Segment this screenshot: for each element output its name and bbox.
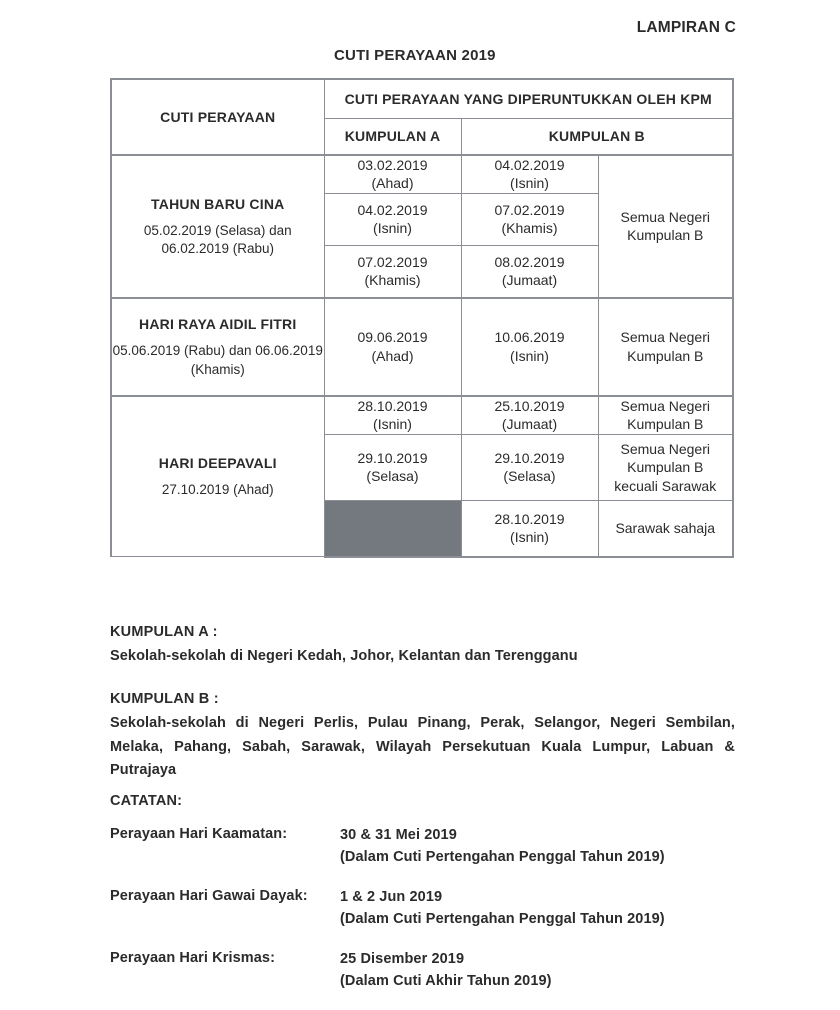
note-cell-hari-raya-aidil-fitri (598, 298, 733, 396)
catatan-label: Perayaan Hari Gawai Dayak: (110, 888, 308, 905)
date-kumpulan-b (461, 396, 598, 434)
date-day: (Isnin) (510, 529, 549, 546)
group-b-body: Sekolah-sekolah di Negeri Perlis, Pulau Pinang, Perak, Selangor, Negeri Sembilan, Melaka, Pahang, Sabah, Sarawak, Wilayah Persekutuan Kuala Lumpur, Labuan & Putrajaya (110, 715, 735, 779)
catatan-entry-kaamatan (110, 824, 750, 868)
date-kumpulan-a (324, 193, 461, 245)
date-value: 29.10.2019 (494, 449, 565, 466)
header-kumpulan-b: KUMPULAN B (461, 119, 733, 156)
header-cuti-diperuntukkan: CUTI PERAYAAN YANG DIPERUNTUKKAN OLEH KPM (324, 79, 733, 119)
catatan-value-main: 30 & 31 Mei 2019 (340, 827, 457, 843)
event-name: HARI RAYA AIDIL FITRI (139, 315, 297, 332)
table-row (111, 298, 733, 396)
group-a-body: Sekolah-sekolah di Negeri Kedah, Johor, Kelantan dan Terengganu (110, 648, 578, 664)
date-value: 29.10.2019 (357, 449, 428, 466)
catatan-value-sub: (Dalam Cuti Akhir Tahun 2019) (340, 973, 552, 990)
event-cell-hari-deepavali (111, 396, 324, 557)
note-text-line2: Kumpulan B (627, 347, 704, 364)
date-day: (Isnin) (510, 175, 549, 192)
note-text-line2: Kumpulan B (627, 416, 704, 433)
table-header-row-1 (111, 79, 733, 119)
date-day: (Jumaat) (501, 272, 558, 289)
date-value: 09.06.2019 (357, 329, 428, 346)
date-kumpulan-b (461, 245, 598, 298)
catatan-value (340, 886, 665, 930)
catatan-value (340, 824, 665, 868)
note-text-line1: Semua Negeri (620, 440, 710, 457)
group-a-title: KUMPULAN A : (110, 624, 218, 640)
event-cell-hari-raya-aidil-fitri (111, 298, 324, 396)
date-kumpulan-b (461, 155, 598, 193)
note-text-line1: Semua Negeri (620, 329, 710, 346)
catatan-section (110, 793, 750, 1010)
header-cuti-perayaan: CUTI PERAYAAN (111, 79, 324, 155)
catatan-label: Perayaan Hari Krismas: (110, 950, 276, 967)
note-text-line1: Semua Negeri (620, 397, 710, 414)
date-kumpulan-b (461, 193, 598, 245)
date-day: (Jumaat) (501, 416, 558, 433)
note-text-line3: kecuali Sarawak (614, 477, 717, 494)
date-kumpulan-b (461, 298, 598, 396)
note-cell-deepavali-row1 (598, 396, 733, 434)
event-cell-tahun-baru-cina (111, 155, 324, 298)
table-row (111, 155, 733, 193)
date-kumpulan-a (324, 396, 461, 434)
date-kumpulan-b (461, 434, 598, 500)
date-value: 08.02.2019 (494, 253, 565, 270)
note-text-line2: Kumpulan B (627, 459, 704, 476)
catatan-entry-krismas (110, 948, 750, 992)
date-value: 28.10.2019 (494, 510, 565, 527)
event-dates: 05.02.2019 (Selasa) dan 06.02.2019 (Rabu) (143, 222, 292, 257)
group-a-block (110, 624, 735, 668)
catatan-value-main: 25 Disember 2019 (340, 951, 465, 968)
lampiran-label: LAMPIRAN C (636, 19, 736, 36)
date-value: 10.06.2019 (494, 329, 565, 346)
date-day: (Isnin) (510, 347, 549, 364)
date-day: (Selasa) (503, 468, 556, 485)
date-value: 04.02.2019 (494, 157, 565, 173)
date-value: 07.02.2019 (357, 253, 428, 270)
date-day: (Selasa) (366, 468, 419, 485)
group-b-block (110, 691, 735, 782)
catatan-value-sub: (Dalam Cuti Pertengahan Penggal Tahun 2019) (340, 911, 665, 928)
catatan-entry-gawai-dayak (110, 886, 750, 930)
event-name: HARI DEEPAVALI (158, 454, 277, 471)
catatan-value (340, 948, 552, 992)
note-text-line2: Kumpulan B (627, 227, 704, 244)
date-day: (Isnin) (373, 416, 412, 433)
date-kumpulan-a (324, 245, 461, 298)
holiday-table (110, 78, 734, 558)
note-cell-deepavali-row3: Sarawak sahaja (598, 500, 733, 557)
date-day: (Khamis) (501, 220, 558, 237)
event-dates: 05.06.2019 (Rabu) dan 06.06.2019 (Khamis) (112, 343, 323, 377)
date-day: (Khamis) (364, 272, 421, 289)
date-value: 03.02.2019 (357, 157, 428, 173)
table-row (111, 396, 733, 434)
event-name: TAHUN BARU CINA (151, 195, 285, 212)
page-title: CUTI PERAYAAN 2019 (334, 47, 496, 64)
date-day: (Isnin) (373, 220, 412, 237)
date-value: 04.02.2019 (357, 201, 428, 218)
note-cell-deepavali-row2 (598, 434, 733, 500)
date-kumpulan-a (324, 155, 461, 193)
date-day: (Ahad) (371, 347, 414, 364)
catatan-value-sub: (Dalam Cuti Pertengahan Penggal Tahun 2019) (340, 849, 665, 866)
date-value: 28.10.2019 (357, 397, 428, 414)
date-value: 25.10.2019 (494, 397, 565, 414)
date-kumpulan-b (461, 500, 598, 557)
catatan-title: CATATAN: (110, 793, 183, 809)
note-cell-tahun-baru-cina (598, 155, 733, 298)
empty-grey-cell (324, 500, 461, 557)
event-dates: 27.10.2019 (Ahad) (161, 482, 274, 498)
catatan-value-main: 1 & 2 Jun 2019 (340, 889, 443, 906)
group-b-title: KUMPULAN B : (110, 691, 219, 708)
catatan-label: Perayaan Hari Kaamatan: (110, 826, 288, 842)
date-day: (Ahad) (371, 175, 414, 192)
date-kumpulan-a (324, 298, 461, 396)
group-definitions (110, 624, 735, 783)
date-value: 07.02.2019 (494, 201, 565, 218)
note-text-line1: Semua Negeri (620, 209, 710, 225)
date-kumpulan-a (324, 434, 461, 500)
header-kumpulan-a: KUMPULAN A (324, 119, 461, 156)
